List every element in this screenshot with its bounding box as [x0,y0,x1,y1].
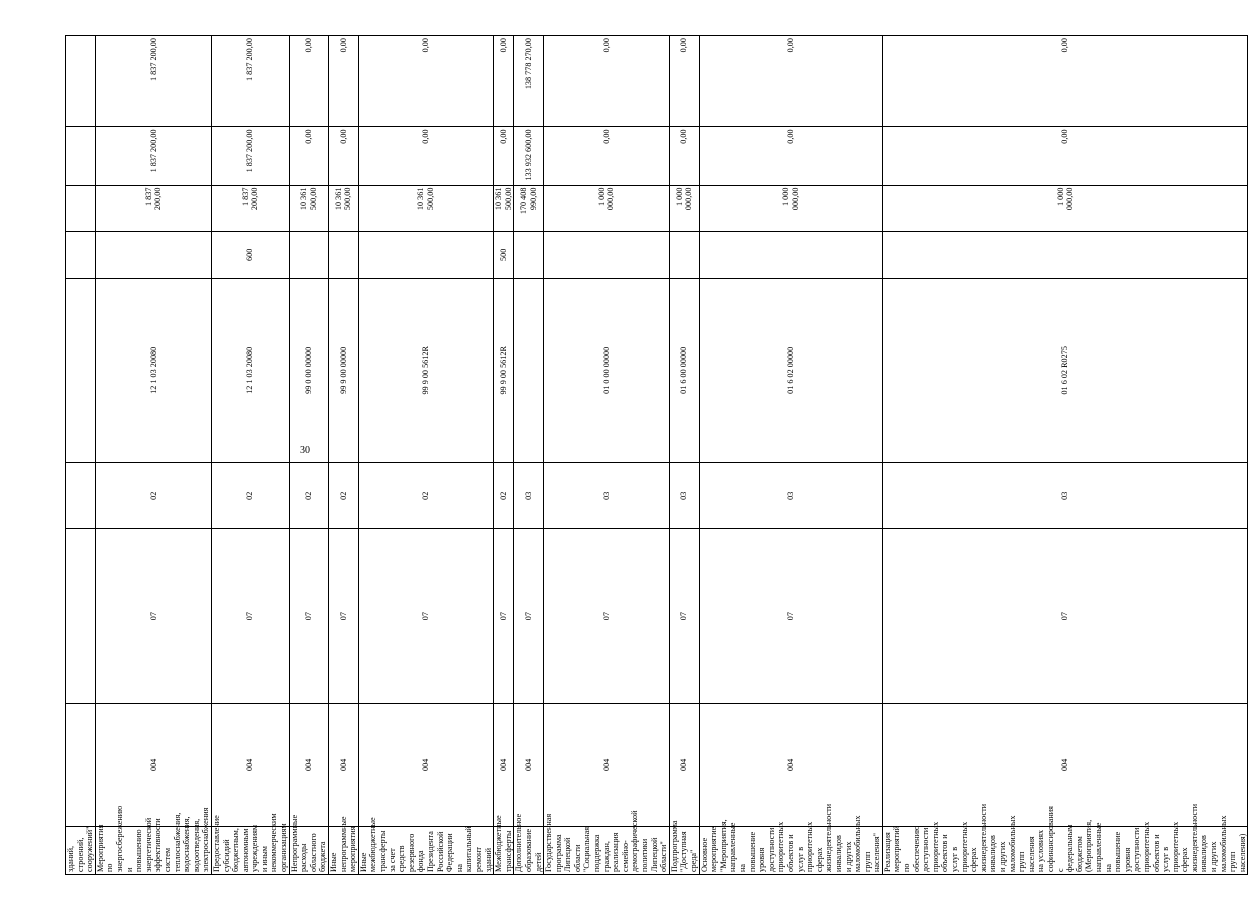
cell-name: Дополнительное образование детей [514,826,544,874]
cell-sum-year3: 0,00 [669,36,699,127]
cell-prz: 02 [211,463,289,529]
cell-sum-year2: 0,00 [358,127,493,185]
cell-sum-year3: 0,00 [544,36,670,127]
cell-sum-year3: 138 778 270,00 [514,36,544,127]
cell-prz: 03 [514,463,544,529]
cell-prz: 03 [669,463,699,529]
cell-csr [514,278,544,462]
table-row [494,36,514,875]
cell-sum-year2: 0,00 [699,127,882,185]
cell-grbs: 004 [329,703,359,826]
cell-name: Предоставление субсидий бюджетным, автономным учреждениям и иным некоммерческим организациям [211,826,289,874]
cell-rz: 07 [329,529,359,703]
cell-sum-year3: 0,00 [289,36,328,127]
table-row [211,36,289,875]
cell-sum-year2: 133 932 600,00 [514,127,544,185]
cell-sum-year3: 1 837 200,00 [211,36,289,127]
cell-sum-year1: 1 837 200,00 [95,185,211,232]
table-row [358,36,493,875]
cell-sum-year2: 1 837 200,00 [95,127,211,185]
budget-table [65,35,1248,875]
cell-rz [66,529,96,703]
cell-name: Иные межбюджетные трансферты за счет средств резервного фонда Президента Российской Федерации на капитальный ремонт зданий [358,826,493,874]
cell-grbs: 004 [882,703,1248,826]
cell-prz [66,463,96,529]
cell-vr [358,232,493,279]
cell-name: Непрограммные расходы областного бюджета [289,826,328,874]
table-row [66,36,96,875]
cell-sum-year2: 0,00 [329,127,359,185]
cell-rz: 07 [95,529,211,703]
cell-rz: 07 [494,529,514,703]
cell-prz: 02 [494,463,514,529]
cell-sum-year1: 1 000 000,00 [669,185,699,232]
cell-sum-year1: 1 000 000,00 [544,185,670,232]
cell-sum-year3: 1 837 200,00 [95,36,211,127]
cell-sum-year1 [66,185,96,232]
cell-rz: 07 [211,529,289,703]
table-row [882,36,1248,875]
cell-csr: 01 6 02 R0275 [882,278,1248,462]
cell-prz: 03 [882,463,1248,529]
cell-vr [699,232,882,279]
cell-sum-year3: 0,00 [329,36,359,127]
table-row [544,36,670,875]
cell-vr [95,232,211,279]
cell-vr [882,232,1248,279]
cell-sum-year1: 10 361 500,00 [329,185,359,232]
cell-sum-year3: 0,00 [882,36,1248,127]
cell-sum-year2: 0,00 [494,127,514,185]
cell-name: Реализация мероприятий по обеспечению доступности приоритетных объектов и услуг в приоритетных сферах жизнедеятельности инвалидов и других маломобильных групп населения на условиях софинансирования с федеральным бюджетом (Мероприятия, направленные на повышение уровня доступности приоритетных объектов и услуг в приоритетных сферах жизнедеятельности инвалидов и других маломобильных групп населения) [882,826,1248,874]
cell-sum-year1: 1 000 000,00 [699,185,882,232]
cell-csr: 12 1 03 20080 [95,278,211,462]
cell-name: Межбюджетные трансферты [494,826,514,874]
cell-vr [669,232,699,279]
cell-sum-year1: 10 361 500,00 [289,185,328,232]
cell-name: Подпрограмма "Доступная среда" [669,826,699,874]
cell-name: Основное мероприятие "Мероприятия, направленные на повышение уровня доступности приоритетных объектов и услуг в приоритетных сферах жизнедеятельности инвалидов и других маломобильных групп населения" [699,826,882,874]
table-row [329,36,359,875]
cell-rz: 07 [699,529,882,703]
cell-prz: 02 [329,463,359,529]
cell-name: Иные непрограммные мероприятия [329,826,359,874]
cell-prz: 03 [699,463,882,529]
cell-grbs: 004 [95,703,211,826]
cell-grbs: 004 [358,703,493,826]
cell-vr [544,232,670,279]
cell-prz: 02 [95,463,211,529]
cell-sum-year3 [66,36,96,127]
cell-csr: 99 9 00 5612R [358,278,493,462]
cell-name: зданий, строений, сооружений" [66,826,96,874]
page-number-text: 30 [300,445,310,456]
table-row [699,36,882,875]
cell-sum-year3: 0,00 [358,36,493,127]
cell-grbs: 004 [494,703,514,826]
cell-grbs: 004 [514,703,544,826]
cell-rz: 07 [669,529,699,703]
cell-sum-year2 [66,127,96,185]
cell-prz: 02 [358,463,493,529]
cell-rz: 07 [289,529,328,703]
cell-csr: 01 6 02 00000 [699,278,882,462]
cell-sum-year3: 0,00 [699,36,882,127]
cell-rz: 07 [544,529,670,703]
cell-sum-year2: 0,00 [669,127,699,185]
cell-csr: 01 6 00 00000 [669,278,699,462]
cell-sum-year3: 0,00 [494,36,514,127]
cell-rz: 07 [514,529,544,703]
cell-vr [289,232,328,279]
cell-grbs [66,703,96,826]
cell-sum-year1: 1 837 200,00 [211,185,289,232]
cell-name: Государственная программа Липецкой области "Социальная поддержка граждан, реализация семейно-демографической политики Липецкой области" [544,826,670,874]
cell-prz: 02 [289,463,328,529]
cell-prz: 03 [544,463,670,529]
cell-csr: 99 9 00 5612R [494,278,514,462]
cell-sum-year1: 1 000 000,00 [882,185,1248,232]
cell-csr: 99 9 00 00000 [329,278,359,462]
cell-sum-year1: 10 361 500,00 [358,185,493,232]
cell-csr [66,278,96,462]
cell-grbs: 004 [699,703,882,826]
cell-grbs: 004 [544,703,670,826]
table-row [95,36,211,875]
table-row [289,36,328,875]
rotated-table-container [65,35,1247,875]
table-row [514,36,544,875]
cell-grbs: 004 [289,703,328,826]
cell-vr: 600 [211,232,289,279]
cell-csr: 99 0 00 00000 [289,278,328,462]
cell-grbs: 004 [669,703,699,826]
cell-rz: 07 [358,529,493,703]
cell-sum-year1: 10 361 500,00 [494,185,514,232]
page-number [0,445,310,461]
cell-vr [66,232,96,279]
cell-grbs: 004 [211,703,289,826]
cell-csr: 01 0 00 00000 [544,278,670,462]
cell-csr: 12 1 03 20080 [211,278,289,462]
cell-sum-year2: 0,00 [544,127,670,185]
cell-name: Мероприятия по энергосбережению и повышению энергетической эффективности систем теплоснабжения, водоснабжения, водоотведения, электроснабжения [95,826,211,874]
cell-sum-year2: 0,00 [882,127,1248,185]
cell-sum-year2: 0,00 [289,127,328,185]
cell-sum-year1: 170 408 990,00 [514,185,544,232]
cell-rz: 07 [882,529,1248,703]
cell-vr [514,232,544,279]
cell-vr: 500 [494,232,514,279]
table-row [669,36,699,875]
cell-sum-year2: 1 837 200,00 [211,127,289,185]
cell-vr [329,232,359,279]
